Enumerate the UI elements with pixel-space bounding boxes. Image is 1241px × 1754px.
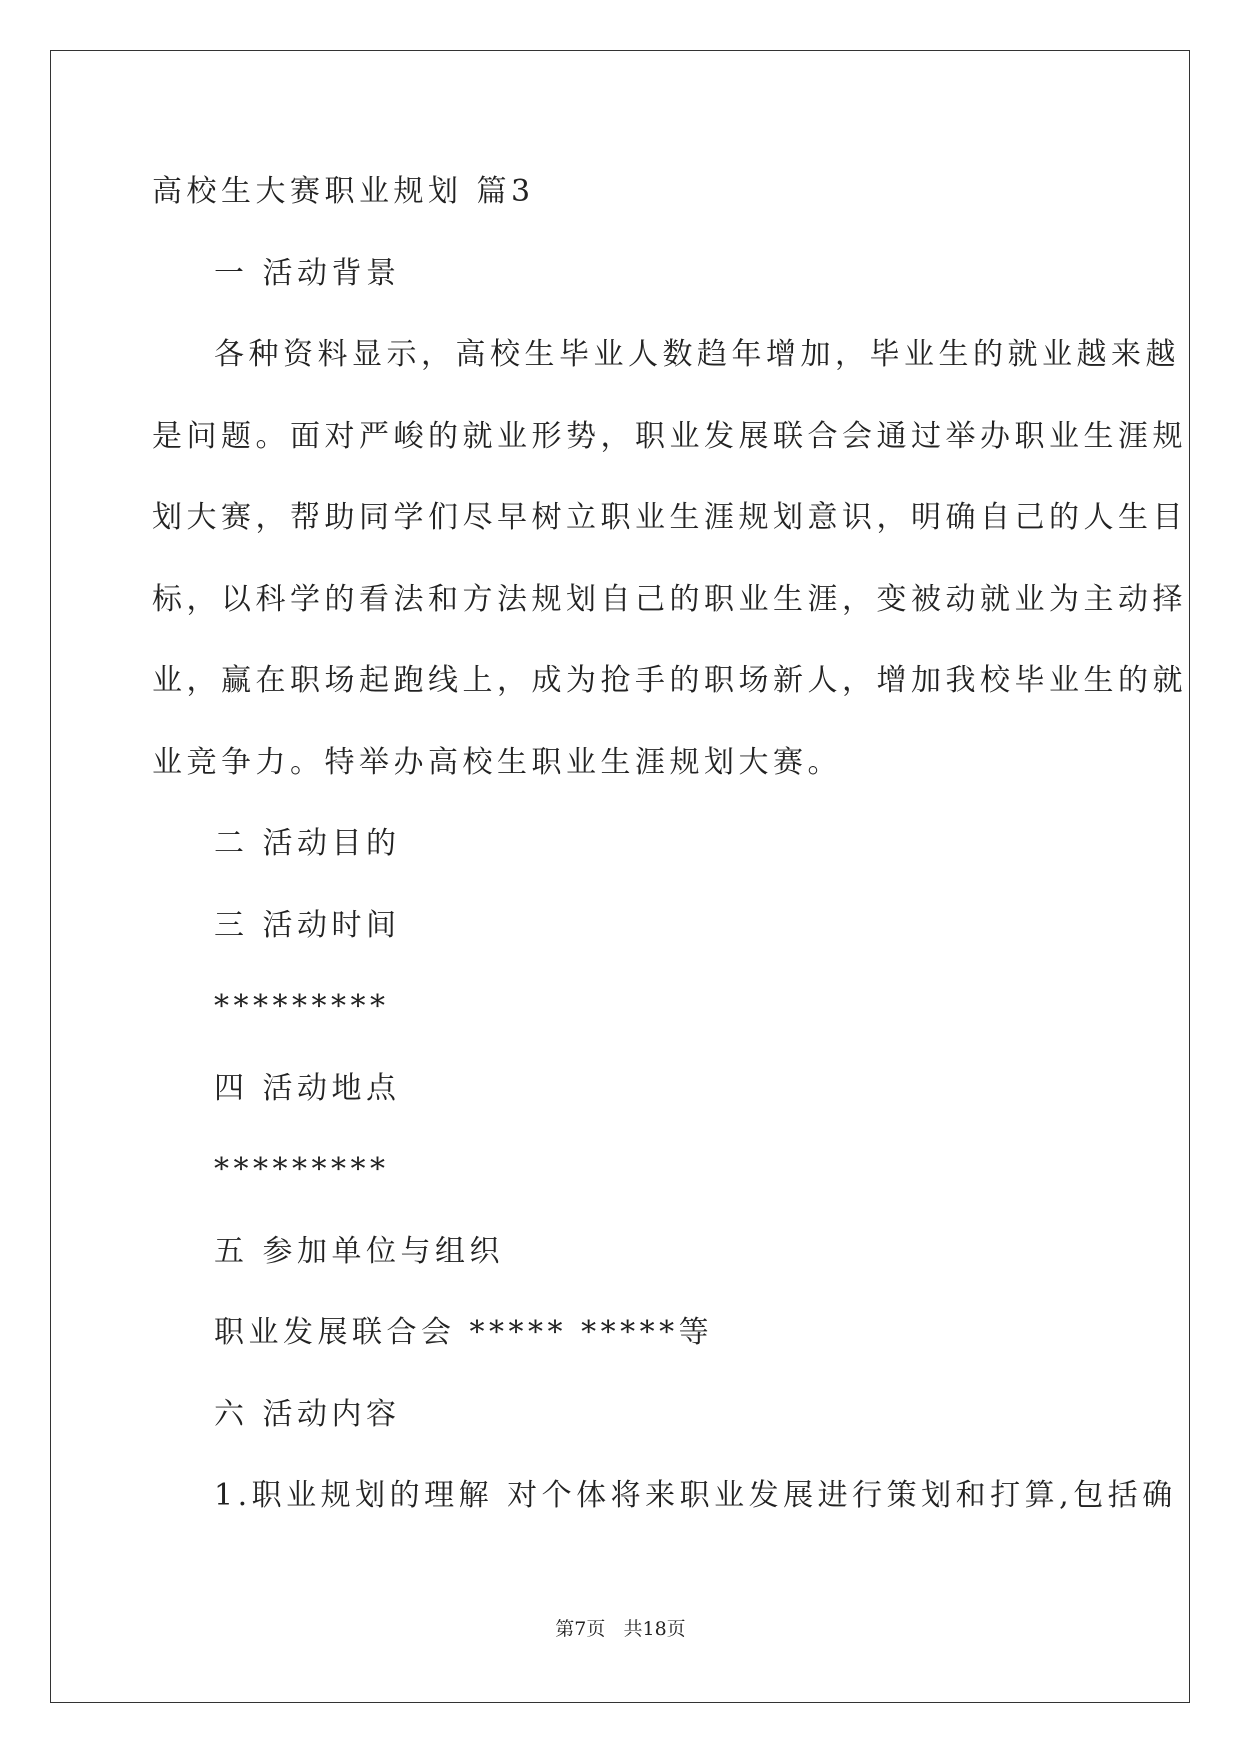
paragraph-line: 六 活动内容	[214, 1396, 401, 1432]
paragraph-line: 划大赛，帮助同学们尽早树立职业生涯规划意识，明确自己的人生目	[152, 500, 1187, 535]
paragraph-line: 各种资料显示，高校生毕业人数趋年增加，毕业生的就业越来越	[214, 337, 1180, 372]
paragraph-line: 五 参加单位与组织	[214, 1233, 505, 1269]
paragraph-line: 业竞争力。特举办高校生职业生涯规划大赛。	[152, 744, 842, 780]
paragraph-line: 是问题。面对严峻的就业形势，职业发展联合会通过举办职业生涯规	[152, 418, 1187, 454]
paragraph-line: 业，赢在职场起跑线上，成为抢手的职场新人，增加我校毕业生的就	[152, 663, 1187, 698]
paragraph-line: 标，以科学的看法和方法规划自己的职业生涯，变被动就业为主动择	[152, 581, 1187, 617]
paragraph-line: *********	[214, 1152, 390, 1187]
document-body	[152, 170, 1187, 1556]
paragraph-line: *********	[214, 989, 390, 1024]
paragraph-line: 三 活动时间	[214, 907, 401, 943]
paragraph-line: 二 活动目的	[214, 826, 401, 861]
document-title: 高校生大赛职业规划 篇3	[152, 174, 535, 209]
paragraph-line: 1.职业规划的理解 对个体将来职业发展进行策划和打算,包括确	[214, 1478, 1177, 1513]
paragraph-line: 四 活动地点	[214, 1070, 401, 1106]
paragraph-line: 一 活动背景	[214, 255, 401, 291]
paragraph-line: 职业发展联合会 ***** *****等	[214, 1315, 714, 1350]
page-number: 第7页 共18页	[555, 1618, 686, 1640]
